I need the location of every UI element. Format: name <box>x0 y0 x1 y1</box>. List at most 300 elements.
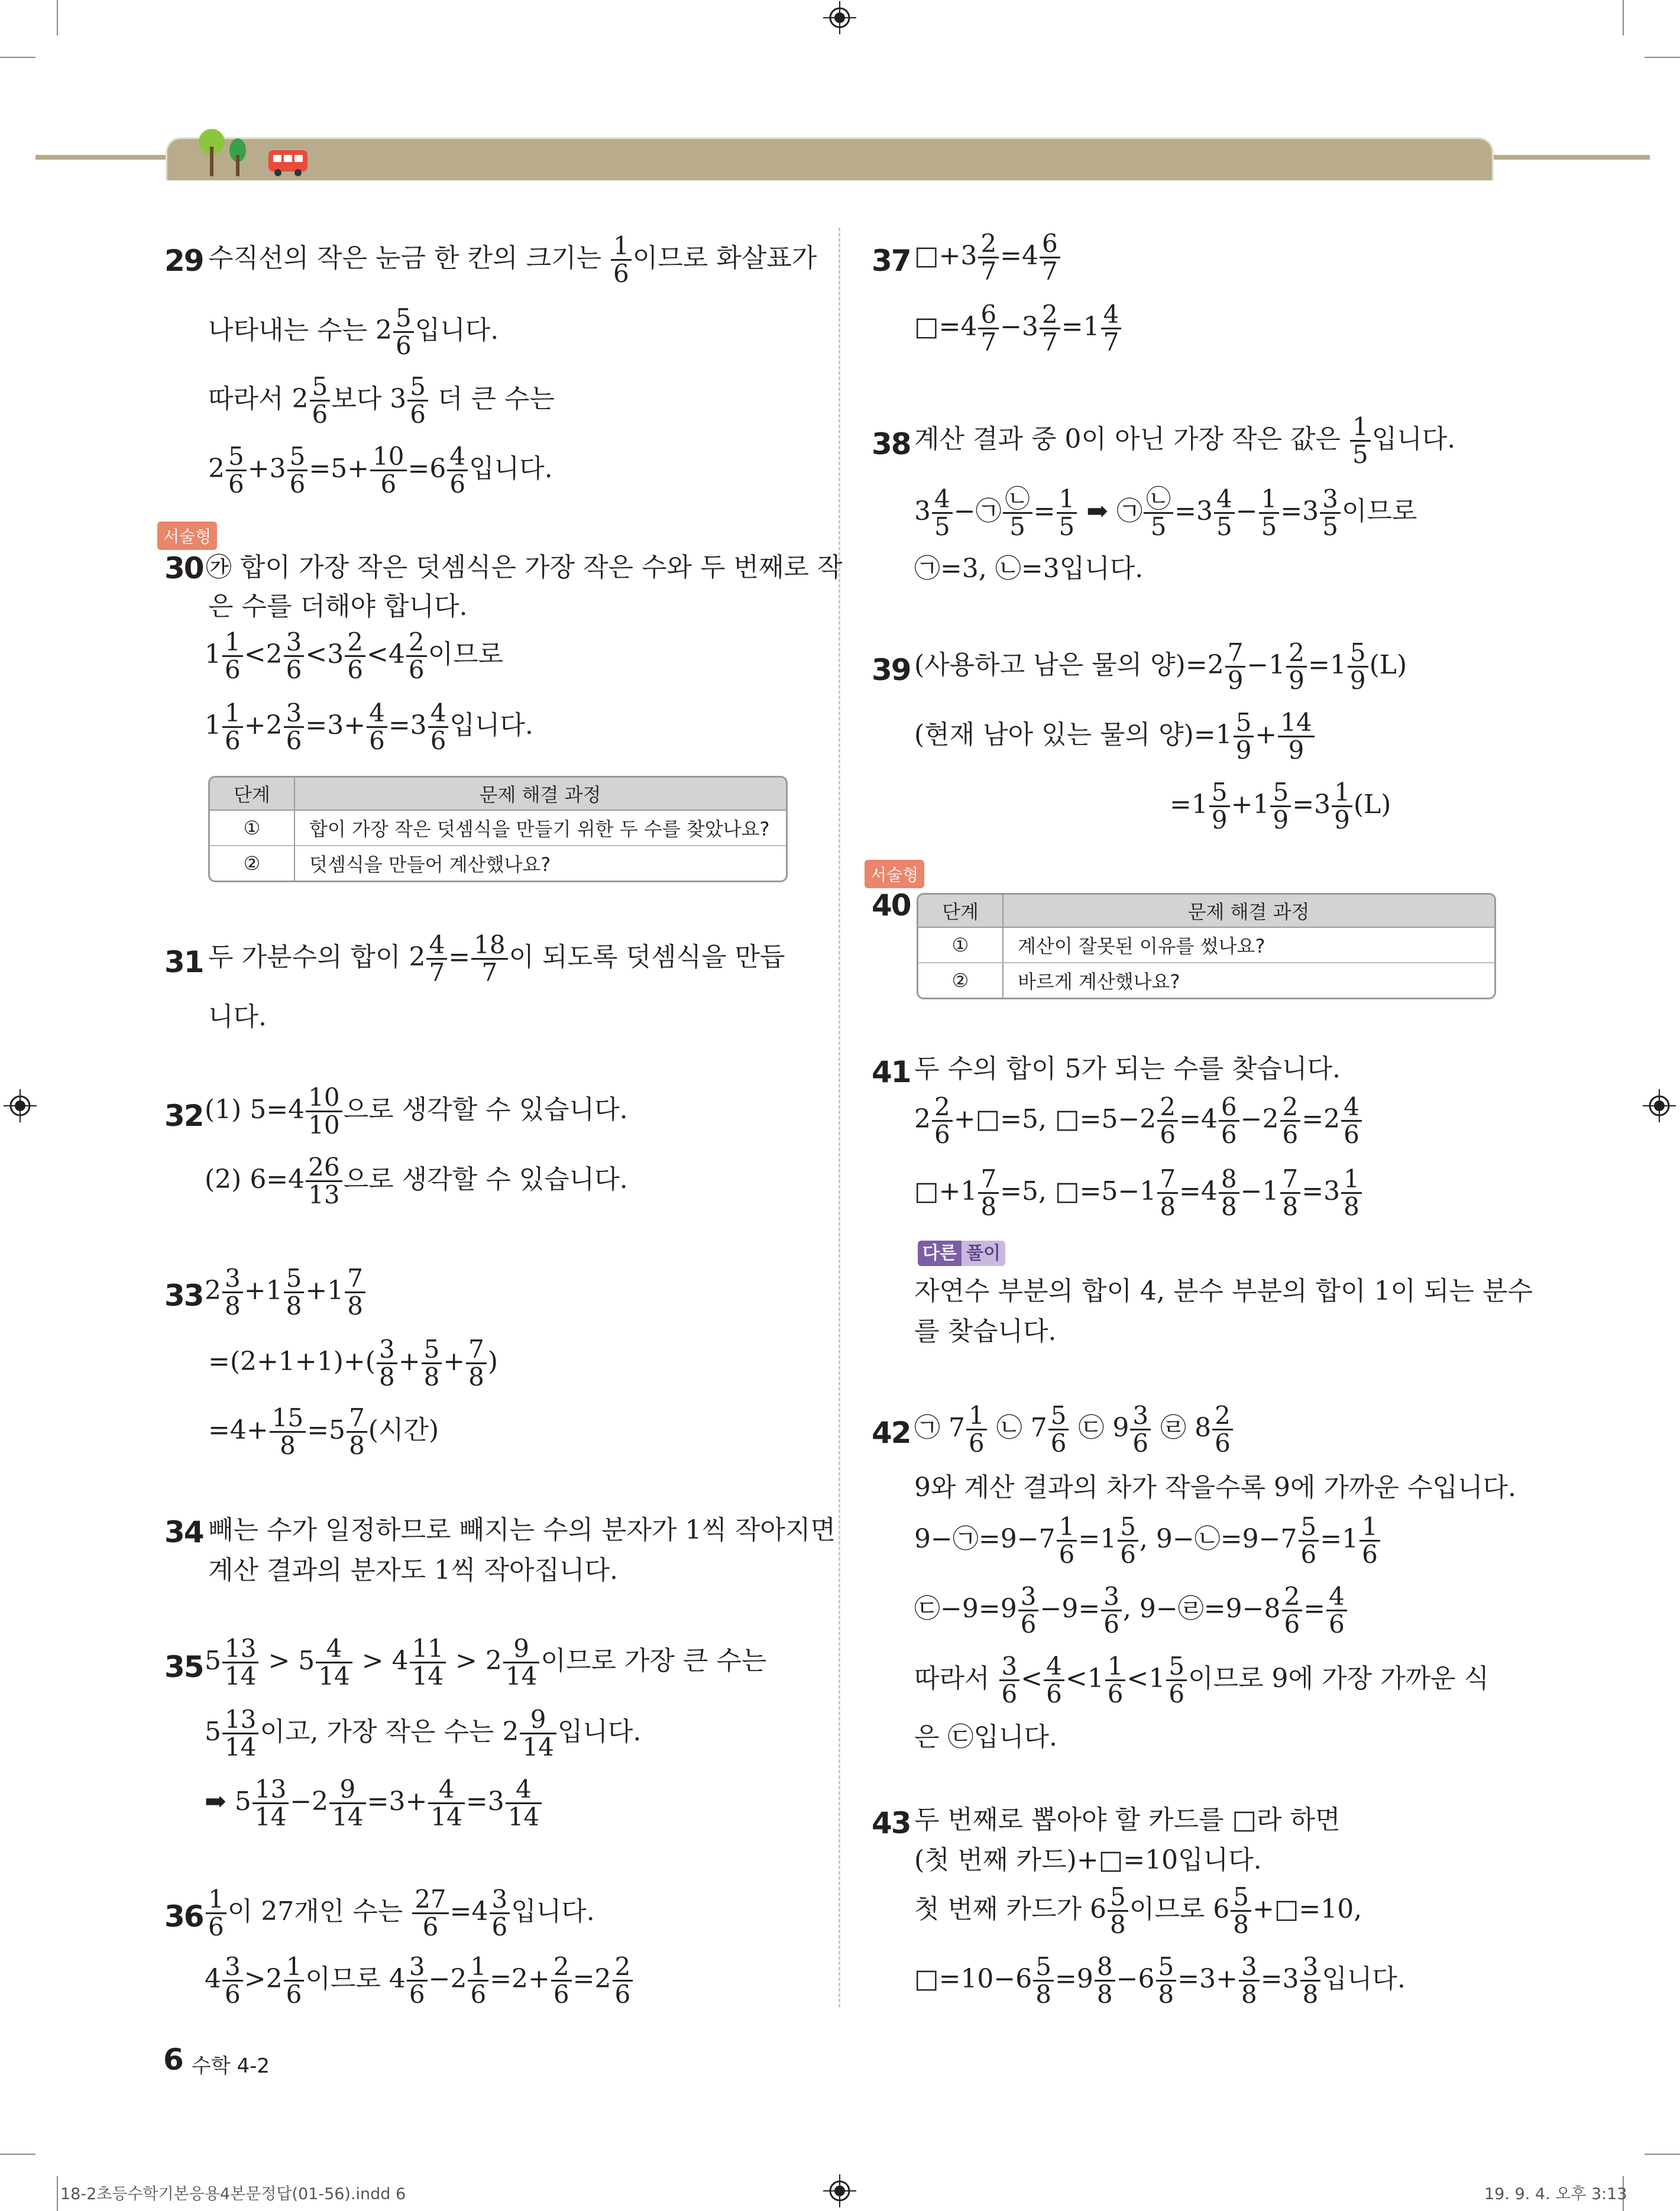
crop-mark <box>1645 2154 1680 2155</box>
answer-text: =6 <box>407 454 446 484</box>
fraction: $\frac{5}{6}$ <box>310 374 331 428</box>
answer-text: =3 <box>1292 789 1331 820</box>
answer-text: 이므로 9에 가장 가까운 식 <box>1188 1663 1490 1694</box>
answer-line <box>208 305 499 359</box>
answer-text: 수직선의 작은 눈금 한 칸의 크기는 <box>208 243 610 274</box>
answer-text: −2 <box>1240 1104 1279 1135</box>
answer-text: −9= <box>1040 1594 1100 1624</box>
fraction: $\frac{2}{6}$ <box>1157 1094 1178 1148</box>
badge-text: 풀이 <box>962 1241 1005 1266</box>
fraction: $\frac{2}{6}$ <box>613 1954 633 2008</box>
fraction: $\frac{7}{8}$ <box>978 1166 999 1220</box>
answer-text: =5+ <box>309 454 370 484</box>
answer-line <box>205 1085 628 1138</box>
answer-text: +1 <box>1231 789 1270 820</box>
fraction: $\frac{8}{8}$ <box>1095 1954 1115 2008</box>
answer-text: 입니다. <box>415 315 499 346</box>
fraction: $\frac{1}{6}$ <box>966 1403 987 1456</box>
answer-text: 입니다. <box>1371 424 1456 455</box>
answer-text: ➡ ㉠ <box>1078 496 1143 527</box>
answer-text: , 9−㉣=9−8 <box>1122 1594 1281 1624</box>
answer-text: 이므로 6 <box>1129 1894 1230 1925</box>
problem-number: 34 <box>164 1515 203 1549</box>
answer-line <box>914 1584 1348 1637</box>
fraction: $\frac{6}{6}$ <box>1219 1094 1239 1148</box>
column-header: 문제 해결 과정 <box>1004 895 1494 928</box>
fraction: $\frac{5}{6}$ <box>226 444 247 497</box>
fraction: $\frac{3}{8}$ <box>222 1265 243 1319</box>
fraction: $\frac{5}{8}$ <box>422 1336 442 1390</box>
fraction: $\frac{3}{6}$ <box>1018 1584 1039 1637</box>
answer-text: +□=10, <box>1252 1894 1362 1925</box>
answer-text: =3 <box>465 1786 504 1817</box>
problem-number: 38 <box>872 427 911 461</box>
fraction: $\frac{2}{6}$ <box>345 629 365 683</box>
fraction: $\frac{15}{8}$ <box>270 1405 306 1459</box>
problem-number: 33 <box>164 1278 203 1313</box>
fraction: $\frac{1}{6}$ <box>222 700 243 754</box>
answer-text: >2 <box>244 1964 283 1995</box>
fraction: $\frac{4}{14}$ <box>428 1776 464 1830</box>
answer-text: <4 <box>366 639 405 670</box>
answer-text: =3+ <box>305 710 366 741</box>
answer-text: ㉡ 7 <box>988 1413 1047 1443</box>
fraction: $\frac{5}{6}$ <box>407 374 428 428</box>
page-number: 6 <box>163 2042 184 2077</box>
answer-text: 2 <box>208 454 225 484</box>
fraction: $\frac{5}{6}$ <box>1299 1514 1319 1568</box>
answer-text: , 9−㉡=9−7 <box>1139 1524 1297 1555</box>
tree-icon <box>195 129 260 179</box>
answer-line <box>914 1094 1363 1148</box>
crop-mark <box>0 2154 35 2155</box>
answer-text: +1 <box>244 1276 283 1306</box>
fraction: $\frac{13}{14}$ <box>253 1776 289 1830</box>
fraction: $\frac{4}{5}$ <box>932 486 953 540</box>
fraction: $\frac{2}{6}$ <box>551 1954 572 2008</box>
fraction: $\frac{10}{6}$ <box>370 444 406 497</box>
answer-line <box>208 1336 498 1390</box>
fraction: $\frac{1}{5}$ <box>1057 486 1077 540</box>
answer-text: 를 찾습니다. <box>914 1316 1057 1346</box>
fraction: $\frac{7}{9}$ <box>1225 640 1246 694</box>
problem-number: 29 <box>164 244 203 278</box>
fraction: $\frac{1}{6}$ <box>284 1954 305 2008</box>
answer-text: =3 <box>1302 1176 1341 1207</box>
fraction: $\frac{5}{9}$ <box>1270 779 1291 833</box>
fraction: $\frac{1}{6}$ <box>468 1954 488 2008</box>
answer-text: =5 <box>307 1415 346 1446</box>
answer-text: =4+ <box>208 1415 268 1446</box>
answer-text: 입니다. <box>469 454 553 484</box>
answer-line <box>205 1636 766 1689</box>
answer-line <box>914 1954 1406 2008</box>
answer-line <box>914 640 1407 694</box>
answer-text: =1 <box>1170 789 1208 820</box>
answer-text: +1 <box>305 1276 344 1306</box>
answer-text: ㉮ 합이 가장 작은 덧셈식은 가장 작은 수와 두 번째로 작 <box>206 552 843 582</box>
answer-text: ㉢ 9 <box>1070 1413 1129 1443</box>
answer-line <box>914 486 1417 540</box>
answer-text: > 5 <box>260 1646 315 1676</box>
problem-number: 35 <box>164 1650 203 1684</box>
answer-text: 이 되도록 덧셈식을 만듭 <box>509 942 785 973</box>
answer-text: + <box>443 1346 465 1377</box>
fraction: $\frac{3}{6}$ <box>1101 1584 1122 1637</box>
crop-mark <box>57 0 58 35</box>
answer-text: +2 <box>244 710 283 741</box>
fraction: $\frac{4}{6}$ <box>1044 1653 1064 1707</box>
answer-text: −㉠ <box>953 496 1002 527</box>
fraction: $\frac{7}{8}$ <box>466 1336 487 1390</box>
answer-text: ㉣ 8 <box>1152 1413 1212 1443</box>
fraction: $\frac{5}{8}$ <box>1156 1954 1177 2008</box>
answer-text: 이고, 가장 작은 수는 2 <box>260 1717 519 1747</box>
answer-text: 으로 생각할 수 있습니다. <box>343 1164 628 1195</box>
answer-text: (L) <box>1369 650 1407 681</box>
crop-mark <box>1645 57 1680 58</box>
fraction: $\frac{4}{6}$ <box>367 700 387 754</box>
answer-text: 9와 계산 결과의 차가 작을수록 9에 가까운 수입니다. <box>914 1472 1516 1503</box>
problem-number: 32 <box>164 1099 203 1133</box>
answer-text: 이므로 <box>1341 496 1417 527</box>
fraction: $\frac{3}{8}$ <box>377 1336 397 1390</box>
fraction: $\frac{5}{9}$ <box>1348 640 1368 694</box>
answer-text: −2 <box>290 1786 329 1817</box>
fraction: $\frac{27}{6}$ <box>412 1886 448 1940</box>
fraction: $\frac{5}{9}$ <box>1234 710 1254 763</box>
answer-text: <2 <box>244 639 283 670</box>
table-row <box>210 811 786 846</box>
fraction: $\frac{5}{6}$ <box>1118 1514 1138 1568</box>
crop-mark <box>1623 0 1624 35</box>
answer-text: =1 <box>1078 1524 1117 1555</box>
fraction: $\frac{1}{6}$ <box>1057 1514 1077 1568</box>
fraction: $\frac{6}{7}$ <box>1040 231 1060 284</box>
fraction: $\frac{3}{6}$ <box>490 1886 510 1940</box>
fraction: $\frac{1}{5}$ <box>1350 414 1371 468</box>
essay-badge: 서술형 <box>157 522 217 550</box>
fraction: $\frac{2}{7}$ <box>1040 302 1060 355</box>
fraction: $\frac{1}{6}$ <box>206 1886 226 1940</box>
fraction: $\frac{5}{8}$ <box>284 1265 305 1319</box>
answer-text: 나타내는 수는 2 <box>208 315 392 346</box>
answer-text: =3 <box>1280 496 1319 527</box>
process-cell: 덧셈식을 만들어 계산했나요? <box>309 853 551 876</box>
fraction: $\frac{2}{9}$ <box>1286 640 1307 694</box>
fraction: $\frac{7}{8}$ <box>1280 1166 1301 1220</box>
fraction: $\frac{2}{6}$ <box>406 629 427 683</box>
fraction: $\frac{5}{6}$ <box>393 305 414 359</box>
fraction: $\frac{㉡}{5}$ <box>1144 486 1173 540</box>
answer-text: 3 <box>914 496 931 527</box>
answer-text: 이므로 가장 큰 수는 <box>540 1646 767 1676</box>
answer-text: = <box>448 942 471 973</box>
answer-text: <1 <box>1065 1663 1104 1694</box>
answer-text: =2 <box>1302 1104 1341 1135</box>
answer-text: −1 <box>1247 650 1286 681</box>
fraction: $\frac{3}{5}$ <box>1320 486 1341 540</box>
fraction: $\frac{13}{14}$ <box>222 1707 258 1760</box>
answer-line <box>914 1653 1489 1707</box>
fraction: $\frac{4}{6}$ <box>428 700 449 754</box>
answer-text: =1 <box>1308 650 1346 681</box>
fraction: $\frac{3}{6}$ <box>999 1653 1020 1707</box>
registration-mark-icon <box>823 2174 856 2207</box>
answer-text: 은 ㉢입니다. <box>914 1722 1057 1752</box>
answer-text: 9−㉠=9−7 <box>914 1524 1056 1555</box>
answer-text: 이므로 4 <box>305 1964 406 1995</box>
answer-line <box>205 700 533 754</box>
fraction: $\frac{1}{5}$ <box>1259 486 1280 540</box>
fraction: $\frac{5}{8}$ <box>1033 1954 1054 2008</box>
answer-text: =4 <box>1179 1176 1218 1207</box>
answer-text: 입니다. <box>1322 1964 1406 1995</box>
header-tab <box>166 137 1494 180</box>
fraction: $\frac{4}{14}$ <box>506 1776 542 1830</box>
problem-number: 43 <box>872 1806 911 1840</box>
answer-text: 첫 번째 카드가 6 <box>914 1894 1106 1925</box>
answer-text: =9 <box>1055 1964 1093 1995</box>
fraction: $\frac{6}{7}$ <box>978 302 999 355</box>
answer-text: 입니다. <box>557 1717 642 1747</box>
answer-text: 계산 결과의 분자도 1씩 작아집니다. <box>208 1555 618 1585</box>
answer-text: + <box>1255 720 1277 750</box>
answer-text: (시간) <box>368 1415 439 1446</box>
step-cell: ① <box>918 928 1004 963</box>
answer-text: 빼는 수가 일정하므로 빼지는 수의 분자가 1씩 작아지면 <box>208 1515 836 1545</box>
answer-text: ) <box>487 1346 499 1377</box>
fraction: $\frac{3}{6}$ <box>222 1954 243 2008</box>
answer-text: = <box>1303 1594 1326 1624</box>
answer-line <box>205 1886 595 1940</box>
alternative-solution-badge <box>918 1238 1005 1264</box>
answer-text: 두 가분수의 합이 2 <box>208 942 426 973</box>
answer-text: −3 <box>1000 312 1039 342</box>
fraction: $\frac{2}{6}$ <box>1280 1094 1301 1148</box>
answer-text: 따라서 <box>914 1663 998 1694</box>
crop-mark <box>0 57 35 58</box>
step-cell: ② <box>210 846 295 880</box>
process-cell: 합이 가장 작은 덧셈식을 만들기 위한 두 수를 찾았나요? <box>295 811 786 846</box>
answer-text: 1 <box>205 710 221 741</box>
fraction: $\frac{10}{10}$ <box>306 1085 342 1138</box>
answer-text: 따라서 2 <box>208 384 309 415</box>
process-cell: 계산이 잘못된 이유를 썼나요? <box>1004 928 1494 963</box>
fraction: $\frac{1}{6}$ <box>222 629 243 683</box>
answer-text: 두 번째로 뽑아야 할 카드를 □라 하면 <box>914 1805 1341 1835</box>
fraction: $\frac{2}{6}$ <box>1212 1403 1233 1456</box>
fraction: $\frac{9}{14}$ <box>329 1776 365 1830</box>
fraction: $\frac{4}{7}$ <box>1101 302 1122 355</box>
column-header: 단계 <box>918 895 1004 928</box>
registration-mark-icon <box>1643 1089 1676 1122</box>
fraction: $\frac{8}{8}$ <box>1219 1166 1239 1220</box>
answer-line <box>914 302 1122 355</box>
footer-date: 19. 9. 4. 오후 3:13 <box>1484 2185 1627 2203</box>
answer-text: =4 <box>1179 1104 1218 1135</box>
answer-text: □+3 <box>914 241 977 271</box>
answer-text: 은 수를 더해야 합니다. <box>208 591 468 621</box>
fraction: $\frac{4}{6}$ <box>447 444 468 497</box>
answer-text: □=4 <box>914 312 977 342</box>
fraction: $\frac{7}{8}$ <box>345 1265 365 1319</box>
answer-text: (2) 6=4 <box>205 1164 305 1195</box>
answer-line <box>914 1403 1234 1456</box>
registration-mark-icon <box>0 0 33 33</box>
book-label: 수학 4-2 <box>192 2054 270 2078</box>
answer-text: =3+ <box>367 1786 428 1817</box>
answer-text: =3 <box>1174 496 1213 527</box>
fraction: $\frac{1}{6}$ <box>611 233 632 287</box>
answer-line <box>208 233 817 287</box>
fraction: $\frac{3}{6}$ <box>284 629 305 683</box>
column-header: 단계 <box>210 778 295 811</box>
answer-line <box>205 1776 543 1830</box>
fraction: $\frac{4}{7}$ <box>426 932 447 986</box>
fraction: $\frac{3}{8}$ <box>1300 1954 1321 2008</box>
registration-mark-icon <box>4 1089 37 1122</box>
answer-text: 4 <box>205 1964 221 1995</box>
answer-text: =4 <box>449 1896 488 1927</box>
answer-text: 2 <box>205 1276 221 1306</box>
answer-line <box>205 1707 641 1760</box>
problem-number: 42 <box>872 1416 911 1450</box>
table-row <box>210 846 786 880</box>
fraction: $\frac{4}{6}$ <box>1341 1094 1362 1148</box>
fraction: $\frac{5}{6}$ <box>1048 1403 1069 1456</box>
fraction: $\frac{4}{6}$ <box>1326 1584 1347 1637</box>
fraction: $\frac{5}{6}$ <box>1166 1653 1187 1707</box>
table-row <box>918 963 1494 998</box>
problem-number: 37 <box>872 244 911 278</box>
step-cell: ② <box>918 963 1004 998</box>
fraction: $\frac{14}{9}$ <box>1278 710 1314 763</box>
fraction: $\frac{18}{7}$ <box>471 932 507 986</box>
fraction: $\frac{2}{6}$ <box>932 1094 953 1148</box>
fraction: $\frac{9}{14}$ <box>503 1636 539 1689</box>
answer-text: 이므로 <box>428 639 504 670</box>
answer-text: =(2+1+1)+( <box>208 1346 376 1377</box>
bus-icon <box>267 149 309 180</box>
answer-text: □+1 <box>914 1176 977 1207</box>
problem-number: 30 <box>164 551 203 585</box>
answer-text: − <box>1235 496 1258 527</box>
answer-text: (L) <box>1353 789 1391 820</box>
answer-text: 자연수 부분의 합이 4, 분수 부분의 합이 1이 되는 분수 <box>914 1276 1533 1306</box>
answer-text: 두 수의 합이 5가 되는 수를 찾습니다. <box>914 1054 1341 1084</box>
answer-text: +3 <box>247 454 286 484</box>
fraction: $\frac{11}{14}$ <box>410 1636 446 1689</box>
answer-line <box>208 932 785 986</box>
scoring-table <box>208 776 788 882</box>
answer-text: 5 <box>205 1646 221 1676</box>
crop-mark <box>57 2176 58 2211</box>
answer-line <box>205 629 503 683</box>
fraction: $\frac{㉡}{5}$ <box>1003 486 1032 540</box>
answer-text: =5, □=5−1 <box>1000 1176 1157 1207</box>
answer-text: (사용하고 남은 물의 양)=2 <box>914 650 1224 681</box>
answer-line <box>205 1154 628 1208</box>
answer-text: 니다. <box>208 1002 267 1032</box>
fraction: $\frac{7}{8}$ <box>1157 1166 1178 1220</box>
answer-line <box>914 1884 1362 1938</box>
problem-number: 41 <box>872 1055 911 1089</box>
answer-text: −1 <box>1240 1176 1279 1207</box>
fraction: $\frac{4}{5}$ <box>1214 486 1235 540</box>
answer-text: <3 <box>305 639 344 670</box>
answer-text: 보다 3 <box>331 384 407 415</box>
footer-file-name: 18-2초등수학기본응용4본문정답(01-56).indd 6 <box>60 2185 406 2203</box>
answer-text: =3 <box>388 710 427 741</box>
answer-text: < <box>1021 1663 1043 1694</box>
registration-mark-icon <box>823 1 856 34</box>
answer-text: ㉢−9=9 <box>914 1594 1017 1624</box>
column-divider <box>839 228 840 2008</box>
fraction: $\frac{7}{8}$ <box>347 1405 367 1459</box>
step-cell: ① <box>210 811 295 846</box>
answer-text: 계산 결과 중 0이 아닌 가장 작은 값은 <box>914 424 1349 455</box>
fraction: $\frac{3}{6}$ <box>407 1954 428 2008</box>
answer-line <box>914 231 1061 284</box>
fraction: $\frac{1}{6}$ <box>1105 1653 1126 1707</box>
fraction: $\frac{3}{6}$ <box>284 700 305 754</box>
problem-number: 36 <box>164 1899 203 1934</box>
answer-text: 5 <box>205 1717 221 1747</box>
answer-line <box>914 710 1316 763</box>
fraction: $\frac{4}{14}$ <box>316 1636 352 1689</box>
fraction: $\frac{3}{8}$ <box>1239 1954 1260 2008</box>
answer-text: −2 <box>428 1964 467 1995</box>
answer-text: =3+ <box>1177 1964 1238 1995</box>
fraction: $\frac{5}{8}$ <box>1108 1884 1128 1938</box>
answer-text: 1 <box>205 639 221 670</box>
answer-line <box>208 1405 439 1459</box>
answer-text: −6 <box>1116 1964 1155 1995</box>
answer-text: 으로 생각할 수 있습니다. <box>343 1095 628 1125</box>
answer-text: =2+ <box>490 1964 550 1995</box>
essay-badge: 서술형 <box>865 860 924 888</box>
answer-text: 2 <box>914 1104 931 1135</box>
answer-line <box>205 1265 367 1319</box>
answer-line <box>205 1954 634 2008</box>
fraction: $\frac{2}{7}$ <box>978 231 999 284</box>
answer-text: 입니다. <box>449 710 533 741</box>
answer-text: (첫 번째 카드)+□=10입니다. <box>914 1845 1262 1875</box>
answer-line <box>208 374 555 428</box>
answer-line <box>914 414 1455 468</box>
answer-text: ㉠=3, ㉡=3입니다. <box>914 553 1144 584</box>
fraction: $\frac{5}{9}$ <box>1209 779 1230 833</box>
fraction: $\frac{1}{9}$ <box>1332 779 1352 833</box>
answer-text: =3 <box>1260 1964 1299 1995</box>
fraction: $\frac{5}{8}$ <box>1231 1884 1251 1938</box>
column-header: 문제 해결 과정 <box>295 778 786 811</box>
answer-text: 이 27개인 수는 <box>227 1896 412 1927</box>
answer-text: > 2 <box>447 1646 502 1676</box>
answer-text: +□=5, □=5−2 <box>953 1104 1157 1135</box>
answer-text: 더 큰 수는 <box>429 384 555 415</box>
answer-line <box>914 1514 1381 1568</box>
answer-text: ㉠ 7 <box>914 1413 965 1443</box>
answer-text: 이므로 화살표가 <box>632 243 817 274</box>
fraction: $\frac{3}{6}$ <box>1130 1403 1151 1456</box>
answer-text: <1 <box>1127 1663 1166 1694</box>
fraction: $\frac{1}{8}$ <box>1341 1166 1362 1220</box>
answer-text: =2 <box>572 1964 611 1995</box>
answer-text: > 4 <box>353 1646 409 1676</box>
answer-text: + <box>398 1346 420 1377</box>
